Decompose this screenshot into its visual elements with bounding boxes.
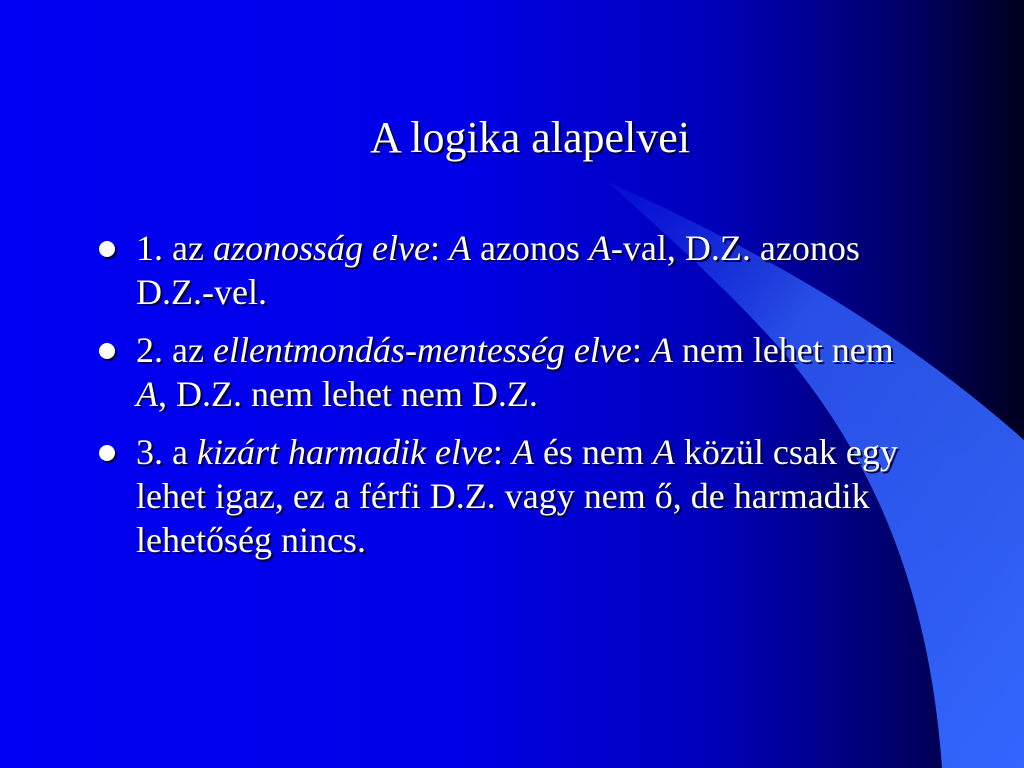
variable-a: A: [652, 432, 675, 472]
variable-a: A: [136, 374, 158, 414]
slide-title: A logika alapelvei: [369, 113, 691, 162]
bullet-text: közül csak egy lehet igaz, ez a férfi D.Z. vagy nem ő, de harmadik lehetőség nincs.: [136, 432, 898, 560]
list-item: [96, 430, 926, 562]
bullet-dot-icon: [99, 445, 115, 461]
bullet-number: 2. az: [136, 330, 213, 370]
bullet-text: , D.Z. nem lehet nem D.Z.: [158, 374, 538, 414]
colon: :: [631, 330, 651, 370]
bullet-text: és nem: [533, 432, 653, 472]
colon: :: [492, 432, 512, 472]
list-item: [96, 328, 926, 416]
variable-a: A: [588, 228, 611, 268]
variable-a: A: [650, 330, 673, 370]
bullet-dot-icon: [99, 343, 115, 359]
bullet-text: azonos: [470, 228, 589, 268]
bullet-text: nem lehet nem: [672, 330, 894, 370]
list-item: [96, 226, 926, 314]
bullet-number: 1. az: [136, 228, 213, 268]
bullet-text: -val, D.Z. azonos D.Z.-vel.: [136, 228, 860, 312]
bullet-list: [96, 226, 926, 576]
bullet-number: 3. a: [136, 432, 197, 472]
principle-name: azonosság elve: [212, 228, 430, 268]
variable-a: A: [511, 432, 534, 472]
bullet-dot-icon: [99, 241, 115, 257]
colon: :: [429, 228, 449, 268]
principle-name: kizárt harmadik elve: [196, 432, 493, 472]
principle-name: ellentmondás-mentesség elve: [212, 330, 632, 370]
variable-a: A: [448, 228, 471, 268]
